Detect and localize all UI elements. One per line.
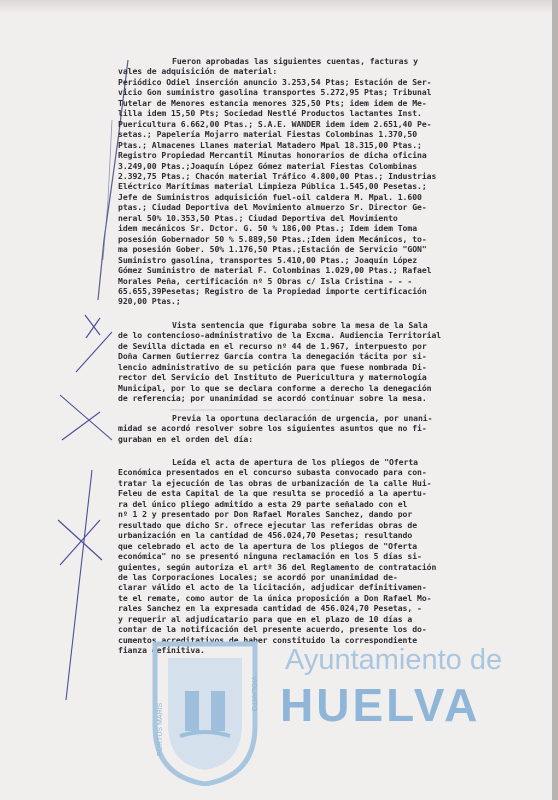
text-line: clarar válido el acto de la licitación, adjudicar definitivamen- <box>118 582 427 593</box>
text-line: te el remate, como autor de la única proposición a Don Rafael Mo- <box>118 592 432 603</box>
text-line: Periódico Odiel inserción anuncio 3.253,54 Ptas; Estación de Ser- <box>118 76 432 87</box>
text-line: setas.; Papelería Mojarro material Fiestas Colombinas 1.370,50 <box>118 129 418 140</box>
text-line: Suministro gasolina, transportes 5.410,00 Ptas.; Joaquín López <box>118 254 418 265</box>
text-line: guraban en el orden del día: <box>118 433 254 444</box>
text-line: ra del único pliego admitido a esta 29 parte señalado con el <box>118 498 408 509</box>
text-line: rector del Servicio del Instituto de Puericultura y maternología <box>118 372 427 383</box>
margin-check-mark <box>62 412 100 440</box>
margin-cross-mark <box>58 520 102 565</box>
text-line: Jefe de Suministros adquisición fuel-oil caldera M. Mpal. 1.600 <box>118 191 422 202</box>
text-line: Previa la oportuna declaración de urgencia, por unani- <box>172 413 433 423</box>
text-line: Doña Carmen Gutierrez García contra la denegación tácita por si- <box>118 351 427 362</box>
text-line: tratar la ejecución de las obras de urbanización de la calle Hui- <box>118 477 432 488</box>
margin-check-mark <box>60 395 112 440</box>
text-line: guientes, según autoriza el artº 36 del Reglamento de contratación <box>118 561 437 572</box>
text-line: posesión Gobernador 50 % 5.889,50 Ptas.;Idem idem Mecánicos, to- <box>118 233 427 244</box>
text-line: Económica presentados en el concurso subasta convocado para con- <box>118 467 427 478</box>
text-line: Eléctrico Marítimas material Limpieza Pública 1.545,00 Pesetas.; <box>118 181 427 192</box>
text-line: Vista sentencia que figuraba sobre la mesa de la Sala <box>172 320 428 330</box>
text-line: vicio Gon suministro gasolina transportes 5.272,95 Ptas; Tribunal <box>118 87 432 98</box>
text-line: contar de la notificación del presente acuerdo, presente los do- <box>118 624 427 635</box>
text-line: Municipal, por lo que se declara conforme a derecho la denegación <box>118 382 432 393</box>
text-line: de lo contencioso-administrativo de la Excma. Audiencia Territorial <box>118 330 442 341</box>
approvals-paragraph <box>118 56 436 307</box>
text-line: 65.655,39Pesetas; Registro de la Propiedad importe certificación <box>118 285 427 296</box>
tender-paragraph <box>118 457 436 656</box>
text-line: rales Sanchez en la expresada cantidad de 456.024,70 Pesetas, - <box>118 603 422 614</box>
text-line: Puericultura 6.662,00 Ptas.; S.A.E. WANDER idem idem 2.651,40 Pe- <box>118 118 432 129</box>
text-line: vales de adquisición de material: <box>118 66 278 77</box>
text-line: que celebrado el acto de la apertura de los pliegos de "Oferta <box>118 540 418 551</box>
text-line: Morales Peña, certificación nº 5 Obras c/ Isla Cristina - - - <box>118 275 413 286</box>
text-line: y requerir al adjudicatario para que en el plazo de 10 días a <box>118 613 413 624</box>
text-line: ma posesión Gober. 50% 1.176,50 Ptas.;Estación de Servicio "GON" <box>118 244 427 255</box>
text-line: Ptas.; Almacenes Llanes material Matadero Mpal 18.315,00 Ptas.; <box>118 139 422 150</box>
seal-right-text: VIOLANTO <box>250 676 257 712</box>
text-line: nº 1 2 y presentado por Don Rafael Morales Sanchez, dando por <box>118 509 413 520</box>
text-line: económica" no se presentó ninguna reclamación en los 5 días si- <box>118 551 422 562</box>
sentence-paragraph <box>118 320 441 404</box>
text-line: 2.392,75 Ptas.; Chacón material Tráfico 4.800,00 Ptas.; Industrias <box>118 170 437 181</box>
text-line: resultado que dicho Sr. ofrece ejecutar las referidas obras de <box>118 519 418 530</box>
watermark-line2: HUELVA <box>280 679 481 731</box>
text-line: ptas.; Ciudad Deportiva del Movimiento almuerzo Sr. Director Ge- <box>118 202 427 213</box>
text-line: midad se acordó resolver sobre los siguientes asuntos que no fi- <box>118 423 427 434</box>
text-line: urbanización en la cantidad de 456.024,70 Pesetas; resultando <box>118 530 413 541</box>
text-line: Feleu de esta Capital de la que resulta se procedió a la apertu- <box>118 488 427 499</box>
text-line: 920,00 Ptas.; <box>118 296 181 307</box>
text-line: Leída el acta de apertura de los pliegos de "Oferta <box>172 457 418 467</box>
margin-check-mark <box>76 332 112 372</box>
watermark-line1: Ayuntamiento de <box>285 644 503 676</box>
text-line: 3.249,00 Ptas.;Joaquín López Gómez material Fiestas Colombinas <box>118 160 418 171</box>
text-line: Registro Propiedad Mercantil Minutas honorarios de dicha oficina <box>118 150 427 161</box>
text-line: de referencia; por unanimidad se acordó continuar sobre la mesa. <box>118 393 427 404</box>
text-line: idem mecánicos Sr. Dctor. G. 50 % 186,00 Ptas.; Idem idem Toma <box>118 223 418 234</box>
text-line: Tutelar de Menores estancia menores 325,50 Pts; idem idem de Me- <box>118 97 427 108</box>
huelva-watermark <box>140 636 520 786</box>
urgency-paragraph <box>118 413 432 444</box>
margin-line-mark <box>66 470 92 700</box>
text-line: lencio administrativo de su petición para que fuese nombrada Di- <box>118 361 427 372</box>
text-line: lilla idem 15,50 Pts; Sociedad Nestlé Productos lactantes Inst. <box>118 108 422 119</box>
text-line: Fueron aprobadas las siguientes cuentas, facturas y <box>172 56 418 66</box>
text-line: cumentos acreditativos de haber constituido la correspondiente <box>118 634 418 645</box>
text-line: de Sevilla dictada en el recurso nº 44 de 1.967, interpuesto por <box>118 340 427 351</box>
city-seal-icon <box>140 636 270 786</box>
text-line: Gómez Suministro de material F. Colombinas 1.029,00 Ptas.; Rafael <box>118 265 432 276</box>
text-line: fianza definitiva. <box>118 645 205 656</box>
text-line: neral 50% 10.353,50 Ptas.; Ciudad Deportiva del Movimiento <box>118 212 398 223</box>
margin-cross-mark <box>85 315 100 338</box>
seal-left-text: PORTUS MARIS <box>157 702 164 756</box>
text-line: de las Corporaciones Locales; se acordó por unanimidad de- <box>118 571 398 582</box>
